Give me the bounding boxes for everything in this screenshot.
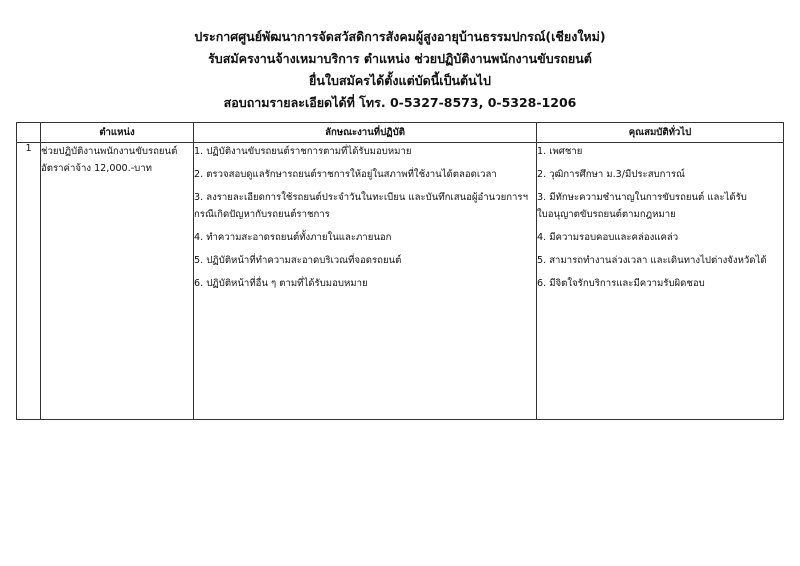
table-row <box>17 143 784 420</box>
table-header-row <box>17 123 784 143</box>
qualification-text: 6. มีจิตใจรักบริการและมีความรับผิดชอบ <box>537 278 705 289</box>
duty-text: 1. ปฏิบัติงานขับรถยนต์ราชการตามที่ได้รับมอบหมาย <box>194 146 412 157</box>
duty-item <box>194 229 536 246</box>
qualification-item <box>537 189 783 223</box>
column-header-qualifications: คุณสมบัติทั่วไป <box>537 123 784 143</box>
qualification-text: 4. มีความรอบคอบและคล่องแคล่ว <box>537 232 679 243</box>
duty-text: 3. ลงรายละเอียดการใช้รถยนต์ประจำวันในทะเบียน และบันทึกเสนอผู้อำนวยการฯ <box>194 192 528 203</box>
contact-phone-text: สอบถามรายละเอียดได้ที่ โทร. 0-5327-8573, 0-5328-1206 <box>223 95 577 110</box>
duty-text-continued: กรณีเกิดปัญหากับรถยนต์ราชการ <box>194 209 330 220</box>
qualification-item <box>537 252 783 269</box>
duty-item <box>194 189 536 223</box>
position-cell <box>41 143 194 420</box>
qualification-item <box>537 229 783 246</box>
qualification-item <box>537 143 783 160</box>
duty-item <box>194 166 536 183</box>
qualifications-cell <box>537 143 784 420</box>
duty-text: 4. ทำความสะอาดรถยนต์ทั้งภายในและภายนอก <box>194 232 392 243</box>
qualification-text: 3. มีทักษะความชำนาญในการขับรถยนต์ และได้รับ <box>537 192 747 203</box>
duty-item <box>194 275 536 292</box>
application-period-text: ยื่นใบสมัครได้ตั้งแต่บัดนี้เป็นต้นไป <box>309 73 491 88</box>
position-title: ช่วยปฏิบัติงานพนักงานขับรถยนต์ <box>41 146 178 157</box>
salary-text: อัตราค่าจ้าง 12,000.-บาท <box>41 163 152 174</box>
column-header-duties: ลักษณะงานที่ปฏิบัติ <box>194 123 537 143</box>
job-position-heading: รับสมัครงานจ้างเหมาบริการ ตำแหน่ง ช่วยปฏิบัติงานพนักงานขับรถยนต์ <box>208 51 592 66</box>
row-number: 1 <box>17 143 41 420</box>
qualification-text-continued: ใบอนุญาตขับรถยนต์ตามกฎหมาย <box>537 209 676 220</box>
duties-cell <box>194 143 537 420</box>
duty-text: 6. ปฏิบัติหน้าที่อื่น ๆ ตามที่ได้รับมอบหมาย <box>194 278 368 289</box>
duty-item <box>194 143 536 160</box>
duty-item <box>194 252 536 269</box>
duty-text: 2. ตรวจสอบดูแลรักษารถยนต์ราชการให้อยู่ในสภาพที่ใช้งานได้ตลอดเวลา <box>194 169 497 180</box>
qualification-text: 2. วุฒิการศึกษา ม.3/มีประสบการณ์ <box>537 169 685 180</box>
announcement-title: ประกาศศูนย์พัฒนาการจัดสวัสดิการสังคมผู้สูงอายุบ้านธรรมปกรณ์(เชียงใหม่) <box>194 29 606 44</box>
qualification-text: 1. เพศชาย <box>537 146 583 157</box>
announcement-header <box>0 26 800 114</box>
duty-text: 5. ปฏิบัติหน้าที่ทำความสะอาดบริเวณที่จอดรถยนต์ <box>194 255 402 266</box>
job-details-table <box>16 122 784 420</box>
column-header-number <box>17 123 41 143</box>
column-header-position: ตำแหน่ง <box>41 123 194 143</box>
qualification-item <box>537 275 783 292</box>
qualification-text: 5. สามารถทำงานล่วงเวลา และเดินทางไปต่างจังหวัดได้ <box>537 255 767 266</box>
qualification-item <box>537 166 783 183</box>
